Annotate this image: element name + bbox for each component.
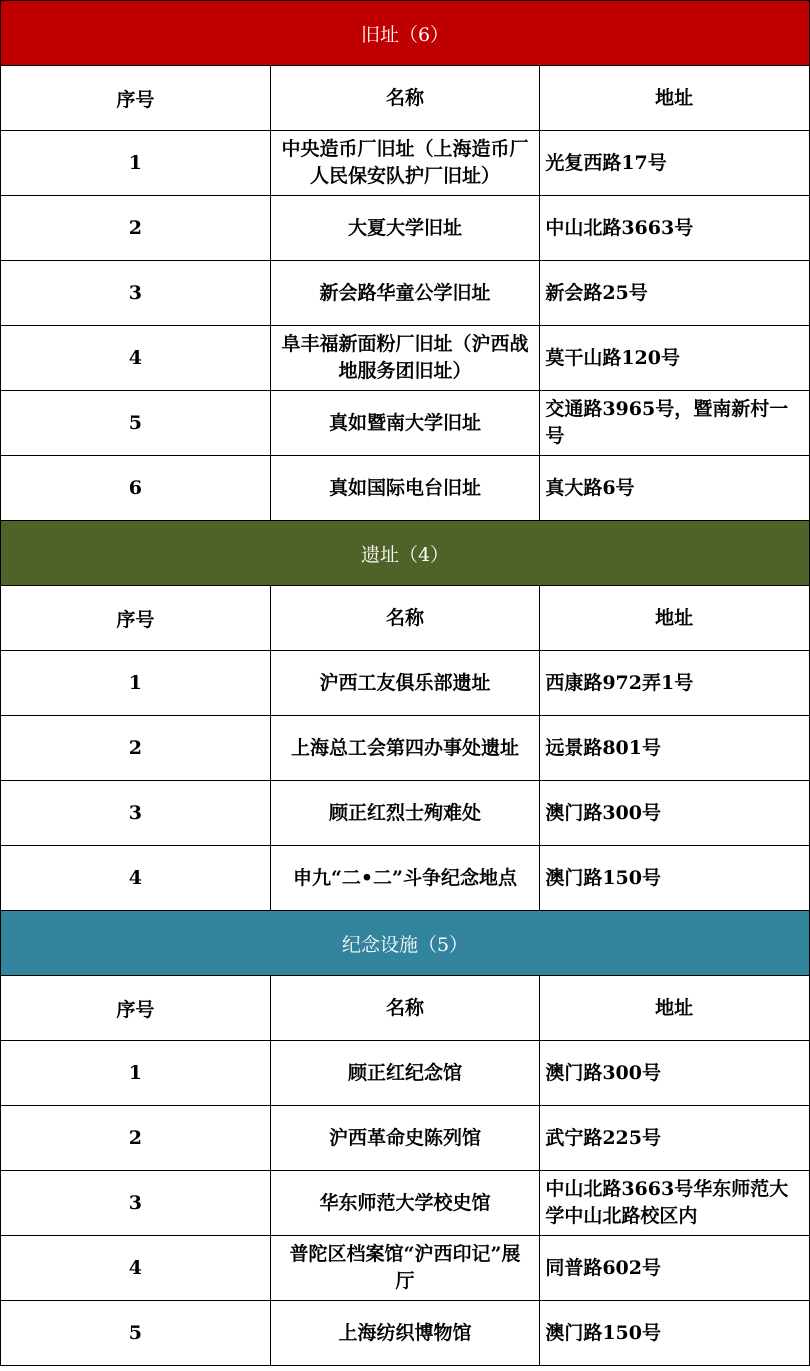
row-addr: 西康路972弄1号 [540,651,810,716]
column-header-num: 序号 [1,976,271,1041]
column-header-row [1,586,810,651]
row-name: 中央造币厂旧址（上海造币厂人民保安队护厂旧址） [270,131,540,196]
row-addr: 光复西路17号 [540,131,810,196]
table-row [1,651,810,716]
table-row [1,1106,810,1171]
section-header-row [1,521,810,586]
table-row [1,456,810,521]
row-num: 5 [1,1301,271,1366]
row-num: 1 [1,131,271,196]
row-name: 真如暨南大学旧址 [270,391,540,456]
row-name: 上海总工会第四办事处遗址 [270,716,540,781]
row-num: 3 [1,781,271,846]
table-row [1,261,810,326]
row-addr: 澳门路150号 [540,1301,810,1366]
row-addr: 交通路3965号，暨南新村一号 [540,391,810,456]
row-name: 真如国际电台旧址 [270,456,540,521]
table-row [1,326,810,391]
row-addr: 新会路25号 [540,261,810,326]
row-addr: 中山北路3663号华东师范大学中山北路校区内 [540,1171,810,1236]
row-num: 1 [1,651,271,716]
row-addr: 同普路602号 [540,1236,810,1301]
table-row [1,131,810,196]
table-row [1,1301,810,1366]
row-addr: 澳门路300号 [540,781,810,846]
row-num: 2 [1,1106,271,1171]
row-num: 2 [1,196,271,261]
section-title: 遗址（4） [1,521,810,586]
table-row [1,716,810,781]
row-addr: 澳门路300号 [540,1041,810,1106]
table-row [1,1236,810,1301]
column-header-row [1,66,810,131]
section-title: 纪念设施（5） [1,911,810,976]
row-addr: 莫干山路120号 [540,326,810,391]
table-row [1,1171,810,1236]
row-name: 沪西革命史陈列馆 [270,1106,540,1171]
section-header-row [1,1,810,66]
row-name: 上海纺织博物馆 [270,1301,540,1366]
row-num: 6 [1,456,271,521]
row-name: 华东师范大学校史馆 [270,1171,540,1236]
row-name: 普陀区档案馆“沪西印记”展厅 [270,1236,540,1301]
row-num: 2 [1,716,271,781]
row-num: 1 [1,1041,271,1106]
column-header-addr: 地址 [540,66,810,131]
column-header-num: 序号 [1,66,271,131]
row-num: 4 [1,1236,271,1301]
table-row [1,781,810,846]
table-row [1,391,810,456]
column-header-name: 名称 [270,586,540,651]
table-row [1,846,810,911]
row-num: 4 [1,846,271,911]
row-name: 阜丰福新面粉厂旧址（沪西战地服务团旧址） [270,326,540,391]
column-header-name: 名称 [270,976,540,1041]
row-name: 顾正红纪念馆 [270,1041,540,1106]
column-header-name: 名称 [270,66,540,131]
table-row [1,1041,810,1106]
row-addr: 远景路801号 [540,716,810,781]
row-addr: 真大路6号 [540,456,810,521]
column-header-num: 序号 [1,586,271,651]
row-num: 4 [1,326,271,391]
column-header-addr: 地址 [540,976,810,1041]
section-title: 旧址（6） [1,1,810,66]
row-name: 顾正红烈士殉难处 [270,781,540,846]
row-name: 沪西工友俱乐部遗址 [270,651,540,716]
column-header-addr: 地址 [540,586,810,651]
table-row [1,196,810,261]
row-addr: 澳门路150号 [540,846,810,911]
row-name: 新会路华童公学旧址 [270,261,540,326]
row-name: 申九“二•二”斗争纪念地点 [270,846,540,911]
row-name: 大夏大学旧址 [270,196,540,261]
row-addr: 中山北路3663号 [540,196,810,261]
row-num: 5 [1,391,271,456]
row-num: 3 [1,261,271,326]
section-header-row [1,911,810,976]
row-addr: 武宁路225号 [540,1106,810,1171]
column-header-row [1,976,810,1041]
row-num: 3 [1,1171,271,1236]
